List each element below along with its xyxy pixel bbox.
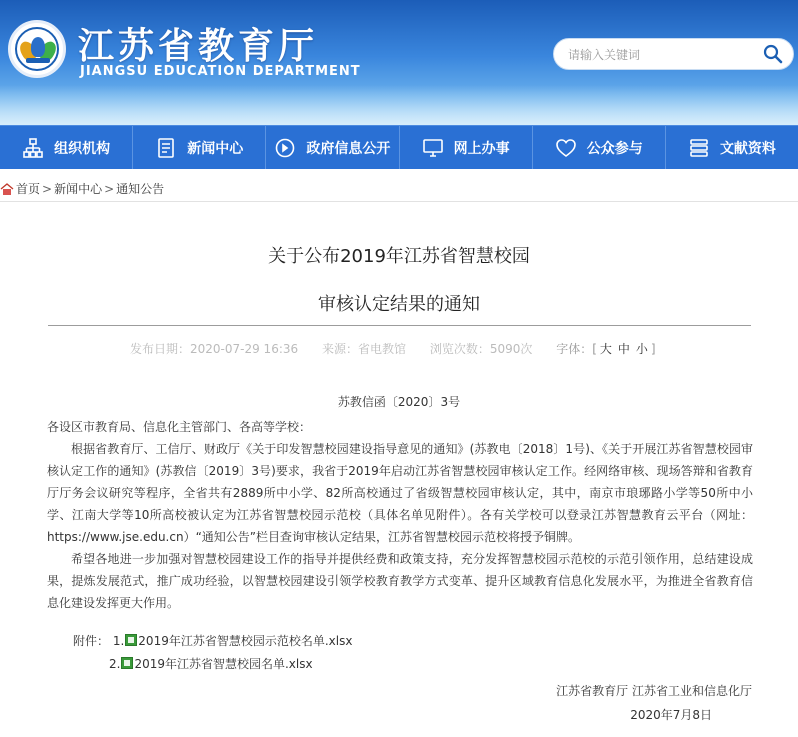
font-size-large[interactable]: 大 <box>599 342 612 356</box>
nav-label: 组织机构 <box>54 140 111 157</box>
attachment-row-2 <box>109 653 313 675</box>
title-divider <box>48 325 751 326</box>
nav-label: 政府信息公开 <box>306 140 391 157</box>
breadcrumb-news[interactable]: 新闻中心 <box>54 182 103 196</box>
site-title: 江苏省教育厅 <box>78 26 319 67</box>
article-meta <box>130 340 690 357</box>
signature-date: 2020年7月8日 <box>630 708 712 722</box>
breadcrumb-divider <box>0 201 798 202</box>
paragraph-1: 根据省教育厅、工信厅、财政厅《关于印发智慧校园建设指导意见的通知》(苏教电〔2018〕1号)、《关于开展江苏省智慧校园审核认定工作的通知》(苏教信〔2019〕3号)要求，我省于2019年启动江苏省智慧校园审核认定工作。经网络审核、现场答辩和省教育厅厅务会议研究等程序，全省共有2889所中小学、82所高校通过了省级智慧校园审核认定，其中，南京市琅琊路小学等50所中小学、江南大学等10所高校被认定为江苏省智慧校园示范校（具体名单见附件）。各有关学校可以登录江苏智慧教育云平台（网址：https://www.jse.edu.cn）“通知公告”栏目查询审核认定结果，江苏省智慧校园示范校将授予铜牌。 <box>47 442 753 544</box>
nav-item-literature[interactable] <box>666 126 798 169</box>
org-chart-icon <box>22 137 44 159</box>
salutation: 各设区市教育局、信息化主管部门、各高等学校： <box>47 420 312 434</box>
heart-icon <box>555 137 577 159</box>
stack-icon <box>688 137 710 159</box>
nav-label: 网上办事 <box>453 140 510 157</box>
nav-item-gov-info[interactable] <box>266 126 399 169</box>
search-input[interactable] <box>568 45 753 65</box>
attachment-row-1 <box>73 630 352 652</box>
paragraph-2: 希望各地进一步加强对智慧校园建设工作的指导并提供经费和政策支持，充分发挥智慧校园示范校的示范引领作用，总结建设成果，提炼发展范式，推广成功经验，以智慧校园建设引领学校教育教学方式变革、提升区域教育信息化发展水平，为推进全省教育信息化建设发挥更大作用。 <box>47 552 753 610</box>
breadcrumb <box>0 180 164 197</box>
info-circle-icon <box>274 137 296 159</box>
nav-item-online-service[interactable] <box>400 126 533 169</box>
monitor-icon <box>422 137 444 159</box>
document-number: 苏教信函〔2020〕3号 <box>337 395 461 409</box>
logo-emblem <box>15 27 59 71</box>
search-icon[interactable] <box>763 44 783 64</box>
attachment-link-1[interactable]: 2019年江苏省智慧校园示范校名单.xlsx <box>138 634 353 648</box>
breadcrumb-separator: > <box>104 181 115 196</box>
font-size-small[interactable]: 小 <box>635 342 648 356</box>
attachment-link-2[interactable]: 2019年江苏省智慧校园名单.xlsx <box>134 657 313 671</box>
attachment-label: 附件： <box>73 634 110 648</box>
font-size-medium[interactable]: 中 <box>617 342 630 356</box>
nav-label: 文献资料 <box>719 140 776 157</box>
publish-date: 发布日期：2020-07-29 16:36 <box>130 342 299 356</box>
main-nav <box>0 125 798 169</box>
site-subtitle: JIANGSU EDUCATION DEPARTMENT <box>80 64 361 79</box>
attachment-number: 1. <box>112 634 125 648</box>
article-body <box>47 416 753 614</box>
font-size-label: 字体：[ <box>556 342 597 356</box>
breadcrumb-separator: > <box>42 181 53 196</box>
nav-item-news[interactable] <box>133 126 266 169</box>
home-icon <box>0 182 14 196</box>
article-title-line2: 审核认定结果的通知 <box>318 294 480 315</box>
signature-orgs: 江苏省教育厅 江苏省工业和信息化厅 <box>556 684 752 698</box>
nav-item-public-participation[interactable] <box>533 126 666 169</box>
font-size-control <box>556 342 655 356</box>
article-title-line1: 关于公布2019年江苏省智慧校园 <box>268 246 530 267</box>
excel-file-icon <box>125 634 137 646</box>
search-box <box>553 38 794 70</box>
excel-file-icon <box>121 657 133 669</box>
attachment-number: 2. <box>109 657 121 671</box>
header-sky <box>0 85 798 125</box>
department-logo[interactable] <box>8 20 66 78</box>
news-doc-icon <box>155 137 177 159</box>
article-source: 来源：省电教馆 <box>321 342 406 356</box>
nav-item-organization[interactable] <box>0 126 133 169</box>
breadcrumb-home[interactable]: 首页 <box>16 182 41 196</box>
view-count: 浏览次数：5090次 <box>429 342 533 356</box>
nav-label: 公众参与 <box>586 140 643 157</box>
site-header <box>0 0 798 125</box>
nav-label: 新闻中心 <box>187 140 244 157</box>
font-size-close: ] <box>650 342 656 356</box>
breadcrumb-notices[interactable]: 通知公告 <box>116 182 165 196</box>
